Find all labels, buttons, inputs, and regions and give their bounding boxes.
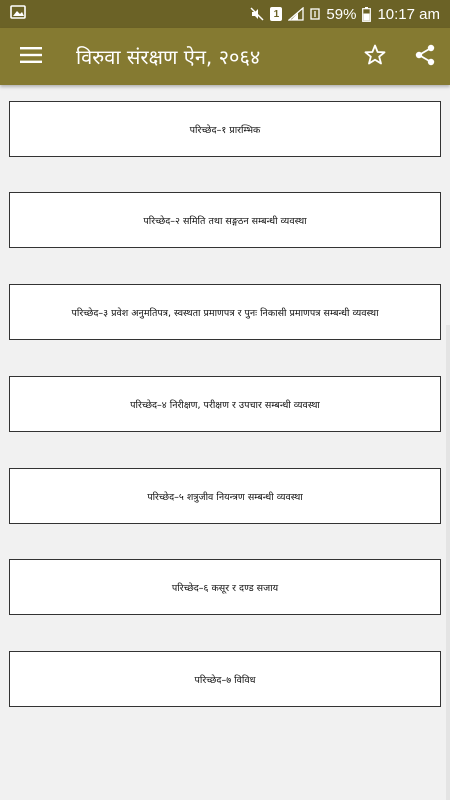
chapter-label: परिच्छेद–६ कसूर र दण्ड सजाय — [171, 582, 279, 594]
signal-icon — [288, 7, 304, 21]
network-icon — [310, 7, 320, 21]
battery-icon — [362, 7, 371, 22]
chapter-card-2[interactable] — [9, 192, 441, 248]
chapter-card-3[interactable] — [9, 284, 441, 340]
clock: 10:17 am — [377, 5, 440, 23]
chapter-card-6[interactable] — [9, 559, 441, 615]
hamburger-menu-icon — [20, 46, 42, 68]
mute-icon — [250, 7, 264, 21]
chapter-label: परिच्छेद–५ शत्रुजीव नियन्त्रण सम्बन्धी व्यवस्था — [147, 491, 303, 503]
chapter-list — [0, 85, 450, 800]
sim-badge: 1 — [270, 7, 282, 21]
chapter-card-7[interactable] — [9, 651, 441, 707]
chapter-label: परिच्छेद–७ विविध — [194, 674, 256, 686]
chapter-label: परिच्छेद–१ प्रारम्भिक — [189, 124, 261, 136]
menu-button[interactable] — [0, 28, 62, 85]
chapter-card-1[interactable] — [9, 101, 441, 157]
chapter-card-5[interactable] — [9, 468, 441, 524]
status-bar — [0, 0, 450, 28]
gallery-notification-icon — [10, 5, 26, 23]
chapter-label: परिच्छेद–२ समिति तथा सङ्गठन सम्बन्धी व्यवस्था — [143, 215, 307, 227]
share-icon — [414, 44, 436, 70]
chapter-label: परिच्छेद–४ निरीक्षण, परीक्षण र उपचार सम्बन्धी व्यवस्था — [130, 399, 320, 411]
favorite-button[interactable] — [350, 28, 400, 85]
scrollbar[interactable] — [446, 325, 450, 800]
chapter-label: परिच्छेद–३ प्रवेश अनुमतिपत्र, स्वस्थता प्रमाणपत्र र पुनः निकासी प्रमाणपत्र सम्बन्धी व्यवस्था — [71, 307, 379, 319]
app-toolbar — [0, 28, 450, 85]
chapter-card-4[interactable] — [9, 376, 441, 432]
page-title: विरुवा संरक्षण ऐन, २०६४ — [76, 45, 261, 69]
share-button[interactable] — [400, 28, 450, 85]
battery-percent: 59% — [326, 5, 357, 23]
star-outline-icon — [363, 43, 387, 71]
